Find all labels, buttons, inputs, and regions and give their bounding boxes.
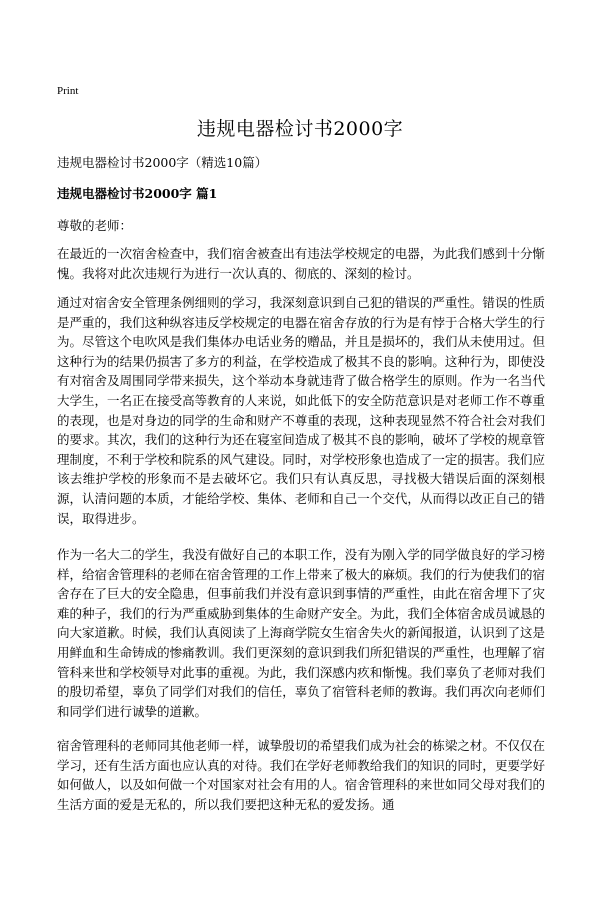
- paragraph-3: 作为一名大二的学生，我没有做好自己的本职工作，没有为刚入学的同学做良好的学习榜样，给宿舍管理科的老师在宿舍管理的工作上带来了极大的麻烦。我们的行为使我们的宿舍存在了巨大的安全隐患，但事前我们并没有意识到事情的严重性，由此在宿舍埋下了灾难的种子，我们的行为严重威胁到集体的生命财产安全。为此，我们全体宿舍成员诚恳的向大家道歉。时候，我们认真阅读了上海商学院女生宿舍失火的新闻报道，认识到了这是用鲜血和生命铸成的惨痛教训。我们更深刻的意识到我们所犯错误的严重性，也理解了宿管科来世和学校领导对此事的重视。为此，我们深感内疚和惭愧。我们辜负了老师对我们的殷切希望，辜负了同学们对我们的信任，辜负了宿管科老师的教诲。我们再次向老师们和同学们进行诚挚的道歉。: [57, 547, 545, 719]
- document-subtitle: 违规电器检讨书2000字（精选10篇）: [57, 155, 268, 170]
- section-heading: 违规电器检讨书2000字 篇1: [57, 186, 218, 201]
- document-title: 违规电器检讨书2000字: [196, 118, 404, 140]
- paragraph-2: 通过对宿舍安全管理条例细则的学习，我深刻意识到自己犯的错误的严重性。错误的性质是严重的，我们这种纵容违反学校规定的电器在宿舍存放的行为是有悖于合格大学生的行为。尽管这个电吹风是我们集体办电话业务的赠品，并且是损坏的，我们从未使用过。但这种行为的结果仍损害了多方的利益，在学校造成了极其不良的影响。这种行为，即使没有对宿舍及周围同学带来损失，这个举动本身就违背了做合格学生的原则。作为一名当代大学生，一名正在接受高等教育的人来说，如此低下的安全防范意识是对老师工作不尊重的表现，也是对身边的同学的生命和财产不尊重的表现，这种表现显然不符合社会对我们的要求。其次，我们的这种行为还在寝室间造成了极其不良的影响，破坏了学校的规章管理制度，不利于学校和院系的风气建设。同时，对学校形象也造成了一定的损害。我们应该去维护学校的形象而不是去破坏它。我们只有认真反思，寻找极大错误后面的深刻根源，认清问题的本质，才能给学校、集体、老师和自己一个交代，从而得以改正自己的错误，取得进步。: [57, 295, 545, 526]
- print-label: Print: [57, 85, 79, 97]
- greeting: 尊敬的老师：: [57, 218, 133, 233]
- paragraph-4: 宿舍管理科的老师同其他老师一样，诚挚殷切的希望我们成为社会的栋梁之材。不仅仅在学习，还有生活方面也应认真的对待。我们在学好老师教给我们的知识的同时，更要学好如何做人，以及如何做一个对国家对社会有用的人。宿舍管理科的来世如同父母对我们的生活方面的爱是无私的，所以我们要把这种无私的爱发扬。通: [57, 738, 545, 812]
- paragraph-1: 在最近的一次宿舍检查中，我们宿舍被查出有违法学校规定的电器，为此我们感到十分惭愧。我将对此次违规行为进行一次认真的、彻底的、深刻的检讨。: [57, 246, 545, 281]
